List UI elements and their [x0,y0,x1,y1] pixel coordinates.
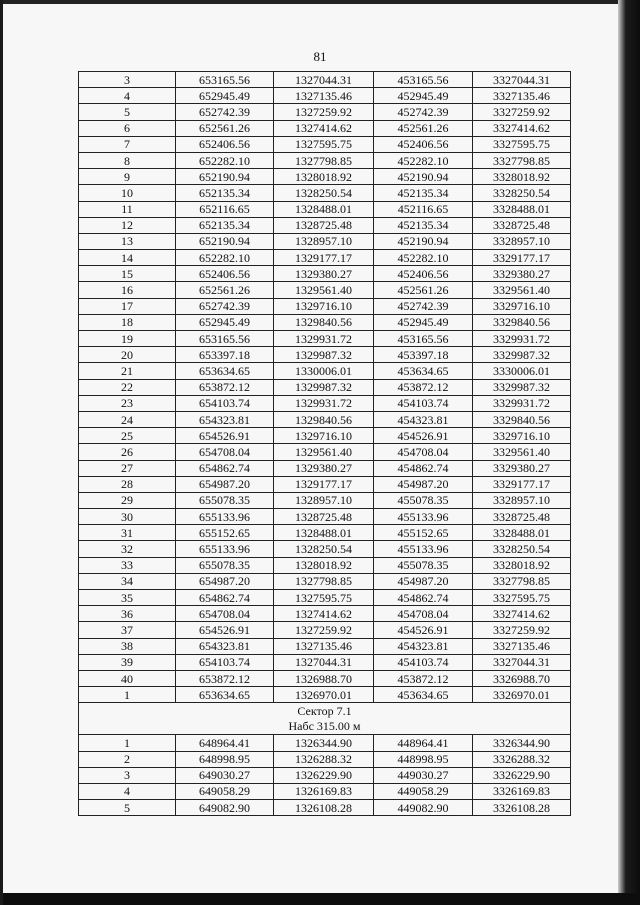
y-local-coordinate-cell: 3326970.01 [473,687,571,703]
x-coordinate-cell: 652561.26 [176,282,274,298]
y-local-coordinate-cell: 3329561.40 [473,444,571,460]
x-coordinate-cell: 652742.39 [176,298,274,314]
table-row [79,331,571,347]
point-number-cell: 4 [79,783,176,799]
y-local-coordinate-cell: 3327798.85 [473,573,571,589]
point-number-cell: 38 [79,638,176,654]
point-number-cell: 6 [79,120,176,136]
y-coordinate-cell: 1329716.10 [274,298,374,314]
table-row [79,606,571,622]
table-row [79,104,571,120]
point-number-cell: 30 [79,509,176,525]
x-coordinate-cell: 654526.91 [176,428,274,444]
x-local-coordinate-cell: 449082.90 [374,800,473,816]
table-row [79,152,571,168]
y-coordinate-cell: 1328957.10 [274,492,374,508]
x-local-coordinate-cell: 455133.96 [374,509,473,525]
y-coordinate-cell: 1326229.90 [274,767,374,783]
point-number-cell: 37 [79,622,176,638]
x-local-coordinate-cell: 454987.20 [374,573,473,589]
y-coordinate-cell: 1328018.92 [274,557,374,573]
y-coordinate-cell: 1329840.56 [274,314,374,330]
x-coordinate-cell: 654862.74 [176,590,274,606]
x-coordinate-cell: 654526.91 [176,622,274,638]
table-row [79,185,571,201]
table-row [79,88,571,104]
point-number-cell: 4 [79,88,176,104]
y-coordinate-cell: 1326988.70 [274,670,374,686]
table-row [79,411,571,427]
y-local-coordinate-cell: 3327798.85 [473,152,571,168]
x-local-coordinate-cell: 453165.56 [374,72,473,88]
point-number-cell: 25 [79,428,176,444]
table-row [79,541,571,557]
y-local-coordinate-cell: 3327135.46 [473,638,571,654]
y-local-coordinate-cell: 3327044.31 [473,72,571,88]
point-number-cell: 20 [79,347,176,363]
x-coordinate-cell: 652282.10 [176,152,274,168]
table-row [79,266,571,282]
point-number-cell: 3 [79,72,176,88]
table-row [79,638,571,654]
x-coordinate-cell: 652190.94 [176,233,274,249]
x-coordinate-cell: 654708.04 [176,606,274,622]
x-local-coordinate-cell: 453165.56 [374,331,473,347]
table-row [79,428,571,444]
y-local-coordinate-cell: 3329177.17 [473,250,571,266]
sector-height: Набс 315.00 м [288,718,361,733]
point-number-cell: 14 [79,250,176,266]
x-coordinate-cell: 652406.56 [176,266,274,282]
x-local-coordinate-cell: 448998.95 [374,751,473,767]
table-row [79,363,571,379]
y-local-coordinate-cell: 3329987.32 [473,347,571,363]
x-local-coordinate-cell: 454526.91 [374,428,473,444]
y-local-coordinate-cell: 3327259.92 [473,622,571,638]
x-local-coordinate-cell: 455152.65 [374,525,473,541]
y-local-coordinate-cell: 3329177.17 [473,476,571,492]
table-row [79,670,571,686]
x-coordinate-cell: 652135.34 [176,185,274,201]
point-number-cell: 29 [79,492,176,508]
point-number-cell: 18 [79,314,176,330]
y-coordinate-cell: 1326288.32 [274,751,374,767]
x-local-coordinate-cell: 453397.18 [374,347,473,363]
y-coordinate-cell: 1329177.17 [274,250,374,266]
y-coordinate-cell: 1329931.72 [274,395,374,411]
y-local-coordinate-cell: 3330006.01 [473,363,571,379]
coordinates-table-body [79,72,571,816]
point-number-cell: 22 [79,379,176,395]
point-number-cell: 5 [79,800,176,816]
x-local-coordinate-cell: 454526.91 [374,622,473,638]
x-coordinate-cell: 654323.81 [176,411,274,427]
y-coordinate-cell: 1327135.46 [274,638,374,654]
point-number-cell: 3 [79,767,176,783]
table-row [79,282,571,298]
point-number-cell: 17 [79,298,176,314]
point-number-cell: 28 [79,476,176,492]
x-coordinate-cell: 653634.65 [176,687,274,703]
y-coordinate-cell: 1327259.92 [274,622,374,638]
point-number-cell: 7 [79,136,176,152]
table-row [79,557,571,573]
x-local-coordinate-cell: 453634.65 [374,687,473,703]
table-row [79,492,571,508]
x-coordinate-cell: 654862.74 [176,460,274,476]
scan-left-edge [0,0,3,905]
table-row [79,622,571,638]
scan-top-edge [0,0,640,4]
x-local-coordinate-cell: 455078.35 [374,492,473,508]
x-local-coordinate-cell: 453872.12 [374,379,473,395]
x-coordinate-cell: 648964.41 [176,735,274,751]
x-local-coordinate-cell: 454708.04 [374,444,473,460]
point-number-cell: 19 [79,331,176,347]
table-row [79,460,571,476]
y-local-coordinate-cell: 3328250.54 [473,185,571,201]
x-coordinate-cell: 653397.18 [176,347,274,363]
x-local-coordinate-cell: 448964.41 [374,735,473,751]
x-local-coordinate-cell: 454987.20 [374,476,473,492]
y-coordinate-cell: 1326344.90 [274,735,374,751]
point-number-cell: 39 [79,654,176,670]
y-coordinate-cell: 1327798.85 [274,152,374,168]
y-local-coordinate-cell: 3328488.01 [473,525,571,541]
sector-header-row [79,703,571,735]
y-coordinate-cell: 1329716.10 [274,428,374,444]
x-coordinate-cell: 652116.65 [176,201,274,217]
point-number-cell: 1 [79,735,176,751]
x-local-coordinate-cell: 452406.56 [374,136,473,152]
y-local-coordinate-cell: 3327595.75 [473,136,571,152]
x-coordinate-cell: 655133.96 [176,509,274,525]
x-coordinate-cell: 655133.96 [176,541,274,557]
y-local-coordinate-cell: 3326169.83 [473,783,571,799]
y-local-coordinate-cell: 3327259.92 [473,104,571,120]
table-row [79,314,571,330]
x-coordinate-cell: 652742.39 [176,104,274,120]
y-local-coordinate-cell: 3329380.27 [473,266,571,282]
x-local-coordinate-cell: 452561.26 [374,120,473,136]
x-coordinate-cell: 653872.12 [176,379,274,395]
x-coordinate-cell: 653872.12 [176,670,274,686]
y-coordinate-cell: 1327414.62 [274,606,374,622]
point-number-cell: 21 [79,363,176,379]
y-local-coordinate-cell: 3328957.10 [473,492,571,508]
y-coordinate-cell: 1327595.75 [274,590,374,606]
y-coordinate-cell: 1330006.01 [274,363,374,379]
scan-bottom-edge [3,893,640,905]
x-local-coordinate-cell: 452116.65 [374,201,473,217]
x-local-coordinate-cell: 454103.74 [374,654,473,670]
page-number: 81 [313,49,327,64]
x-local-coordinate-cell: 455133.96 [374,541,473,557]
x-coordinate-cell: 654103.74 [176,654,274,670]
y-coordinate-cell: 1327135.46 [274,88,374,104]
point-number-cell: 12 [79,217,176,233]
x-coordinate-cell: 655152.65 [176,525,274,541]
x-local-coordinate-cell: 454862.74 [374,590,473,606]
x-coordinate-cell: 649030.27 [176,767,274,783]
y-local-coordinate-cell: 3328250.54 [473,541,571,557]
x-local-coordinate-cell: 449058.29 [374,783,473,799]
x-local-coordinate-cell: 452282.10 [374,152,473,168]
point-number-cell: 11 [79,201,176,217]
y-coordinate-cell: 1328018.92 [274,169,374,185]
x-coordinate-cell: 649082.90 [176,800,274,816]
x-coordinate-cell: 653165.56 [176,331,274,347]
point-number-cell: 35 [79,590,176,606]
x-coordinate-cell: 654987.20 [176,573,274,589]
x-local-coordinate-cell: 454862.74 [374,460,473,476]
table-row [79,735,571,751]
y-local-coordinate-cell: 3329561.40 [473,282,571,298]
y-local-coordinate-cell: 3326288.32 [473,751,571,767]
table-row [79,751,571,767]
x-local-coordinate-cell: 452282.10 [374,250,473,266]
x-coordinate-cell: 652945.49 [176,88,274,104]
table-row [79,525,571,541]
y-local-coordinate-cell: 3328725.48 [473,509,571,525]
y-local-coordinate-cell: 3329987.32 [473,379,571,395]
y-coordinate-cell: 1327259.92 [274,104,374,120]
point-number-cell: 26 [79,444,176,460]
y-coordinate-cell: 1329561.40 [274,282,374,298]
table-row [79,217,571,233]
table-row [79,250,571,266]
table-row [79,201,571,217]
point-number-cell: 1 [79,687,176,703]
point-number-cell: 23 [79,395,176,411]
x-coordinate-cell: 648998.95 [176,751,274,767]
table-row [79,395,571,411]
table-row [79,72,571,88]
x-coordinate-cell: 649058.29 [176,783,274,799]
y-local-coordinate-cell: 3328957.10 [473,233,571,249]
point-number-cell: 2 [79,751,176,767]
x-coordinate-cell: 654708.04 [176,444,274,460]
point-number-cell: 16 [79,282,176,298]
y-local-coordinate-cell: 3327595.75 [473,590,571,606]
x-coordinate-cell: 653165.56 [176,72,274,88]
y-local-coordinate-cell: 3329716.10 [473,298,571,314]
y-coordinate-cell: 1328725.48 [274,217,374,233]
y-coordinate-cell: 1327798.85 [274,573,374,589]
table-row [79,687,571,703]
table-row [79,800,571,816]
y-local-coordinate-cell: 3329716.10 [473,428,571,444]
table-row [79,476,571,492]
sector-header-cell [79,703,571,735]
x-local-coordinate-cell: 454323.81 [374,411,473,427]
x-local-coordinate-cell: 454708.04 [374,606,473,622]
x-coordinate-cell: 652945.49 [176,314,274,330]
x-local-coordinate-cell: 452190.94 [374,233,473,249]
x-coordinate-cell: 655078.35 [176,492,274,508]
x-local-coordinate-cell: 452135.34 [374,217,473,233]
y-coordinate-cell: 1326970.01 [274,687,374,703]
x-local-coordinate-cell: 452945.49 [374,88,473,104]
table-row [79,767,571,783]
point-number-cell: 27 [79,460,176,476]
y-local-coordinate-cell: 3327044.31 [473,654,571,670]
point-number-cell: 9 [79,169,176,185]
table-row [79,120,571,136]
x-coordinate-cell: 655078.35 [176,557,274,573]
table-row [79,298,571,314]
y-local-coordinate-cell: 3326344.90 [473,735,571,751]
y-coordinate-cell: 1329561.40 [274,444,374,460]
table-row [79,136,571,152]
y-coordinate-cell: 1327044.31 [274,72,374,88]
scan-right-edge [618,0,640,905]
y-coordinate-cell: 1329177.17 [274,476,374,492]
x-local-coordinate-cell: 452742.39 [374,298,473,314]
point-number-cell: 8 [79,152,176,168]
table-row [79,444,571,460]
y-local-coordinate-cell: 3329840.56 [473,314,571,330]
x-local-coordinate-cell: 452135.34 [374,185,473,201]
sector-title: Сектор 7.1 [297,704,352,719]
table-row [79,379,571,395]
y-local-coordinate-cell: 3328725.48 [473,217,571,233]
x-local-coordinate-cell: 452406.56 [374,266,473,282]
x-coordinate-cell: 652561.26 [176,120,274,136]
point-number-cell: 10 [79,185,176,201]
table-row [79,233,571,249]
x-coordinate-cell: 652190.94 [176,169,274,185]
y-local-coordinate-cell: 3327135.46 [473,88,571,104]
point-number-cell: 33 [79,557,176,573]
y-coordinate-cell: 1328488.01 [274,525,374,541]
y-coordinate-cell: 1326169.83 [274,783,374,799]
y-local-coordinate-cell: 3326108.28 [473,800,571,816]
y-coordinate-cell: 1329987.32 [274,347,374,363]
y-local-coordinate-cell: 3327414.62 [473,120,571,136]
y-coordinate-cell: 1329987.32 [274,379,374,395]
point-number-cell: 32 [79,541,176,557]
x-local-coordinate-cell: 452742.39 [374,104,473,120]
x-coordinate-cell: 652282.10 [176,250,274,266]
table-row [79,347,571,363]
x-local-coordinate-cell: 455078.35 [374,557,473,573]
y-coordinate-cell: 1327044.31 [274,654,374,670]
point-number-cell: 31 [79,525,176,541]
table-row [79,169,571,185]
y-coordinate-cell: 1328488.01 [274,201,374,217]
x-local-coordinate-cell: 454103.74 [374,395,473,411]
x-coordinate-cell: 654987.20 [176,476,274,492]
y-local-coordinate-cell: 3328018.92 [473,169,571,185]
x-local-coordinate-cell: 452945.49 [374,314,473,330]
x-local-coordinate-cell: 452190.94 [374,169,473,185]
x-local-coordinate-cell: 449030.27 [374,767,473,783]
x-coordinate-cell: 652406.56 [176,136,274,152]
x-coordinate-cell: 653634.65 [176,363,274,379]
point-number-cell: 36 [79,606,176,622]
x-local-coordinate-cell: 452561.26 [374,282,473,298]
point-number-cell: 5 [79,104,176,120]
y-local-coordinate-cell: 3329931.72 [473,395,571,411]
coordinates-table [78,71,571,816]
table-row [79,509,571,525]
point-number-cell: 34 [79,573,176,589]
y-coordinate-cell: 1328250.54 [274,185,374,201]
y-local-coordinate-cell: 3329380.27 [473,460,571,476]
y-local-coordinate-cell: 3326988.70 [473,670,571,686]
point-number-cell: 15 [79,266,176,282]
x-coordinate-cell: 654323.81 [176,638,274,654]
x-local-coordinate-cell: 453872.12 [374,670,473,686]
y-coordinate-cell: 1329380.27 [274,460,374,476]
x-local-coordinate-cell: 453634.65 [374,363,473,379]
y-coordinate-cell: 1326108.28 [274,800,374,816]
y-local-coordinate-cell: 3329840.56 [473,411,571,427]
y-coordinate-cell: 1329840.56 [274,411,374,427]
y-coordinate-cell: 1327595.75 [274,136,374,152]
point-number-cell: 40 [79,670,176,686]
y-coordinate-cell: 1329931.72 [274,331,374,347]
table-row [79,573,571,589]
y-coordinate-cell: 1329380.27 [274,266,374,282]
point-number-cell: 13 [79,233,176,249]
y-local-coordinate-cell: 3327414.62 [473,606,571,622]
y-local-coordinate-cell: 3328018.92 [473,557,571,573]
y-local-coordinate-cell: 3326229.90 [473,767,571,783]
x-coordinate-cell: 652135.34 [176,217,274,233]
y-local-coordinate-cell: 3329931.72 [473,331,571,347]
table-row [79,590,571,606]
y-coordinate-cell: 1327414.62 [274,120,374,136]
x-local-coordinate-cell: 454323.81 [374,638,473,654]
y-coordinate-cell: 1328250.54 [274,541,374,557]
x-coordinate-cell: 654103.74 [176,395,274,411]
point-number-cell: 24 [79,411,176,427]
y-local-coordinate-cell: 3328488.01 [473,201,571,217]
table-row [79,783,571,799]
y-coordinate-cell: 1328725.48 [274,509,374,525]
table-row [79,654,571,670]
y-coordinate-cell: 1328957.10 [274,233,374,249]
